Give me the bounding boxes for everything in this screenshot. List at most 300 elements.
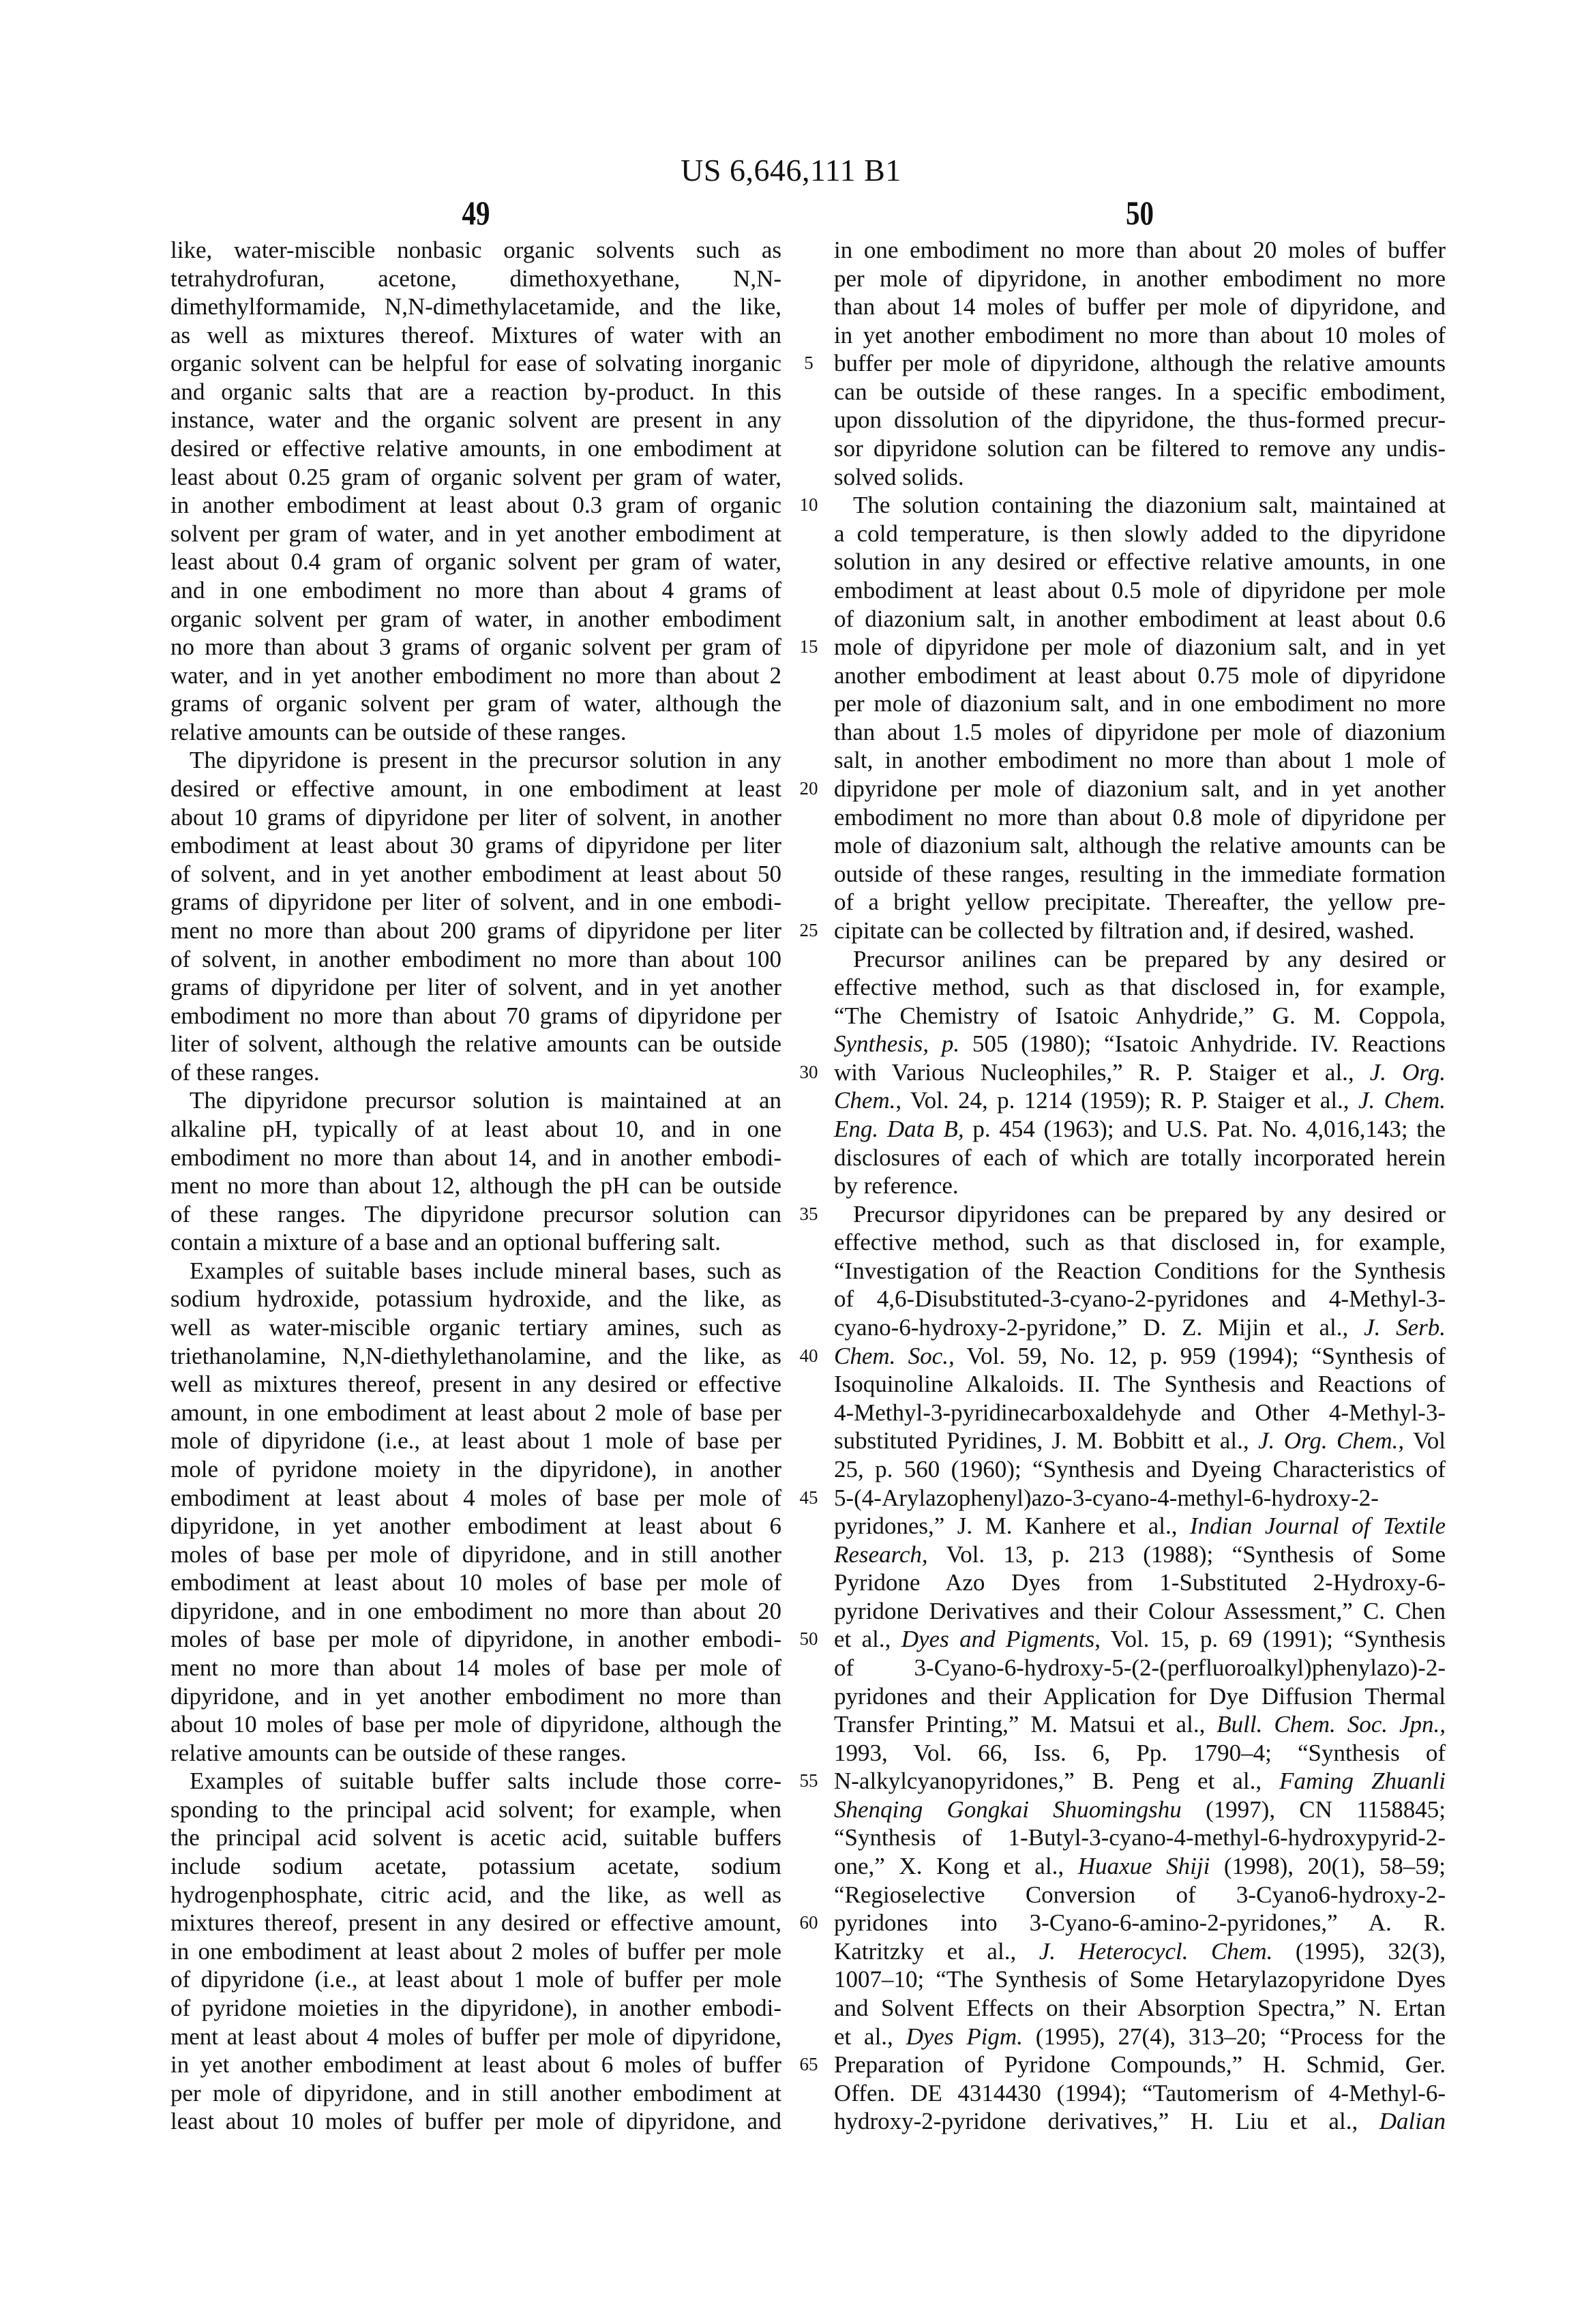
text-segment: cyano-6-hydroxy-2-pyridone,” D. Z. Mijin et al., [834,1314,1364,1341]
text-segment: instance, water and the organic solvent are present in any [170,406,781,434]
text-line [834,1852,1446,1881]
text-line [170,1342,781,1371]
italic-citation-segment: Research, [834,1540,928,1568]
text-segment: of solvent, and in yet another embodiment at least about 50 [170,860,781,887]
italic-citation-segment: Dalian [1379,2108,1446,2135]
text-segment: desired or effective amount, in one embodiment at least [170,775,781,803]
text-line [834,1823,1446,1852]
text-line [834,576,1446,605]
italic-citation-segment: Faming Zhuanli [1279,1768,1446,1795]
text-segment: and Solvent Effects on their Absorption Spectra,” N. Ertan [834,1994,1446,2021]
text-segment: ment at least about 4 moles of buffer per mole of dipyridone, [170,2023,781,2050]
text-segment: least about 10 moles of buffer per mole of dipyridone, and [170,2108,781,2135]
text-line [170,1228,781,1257]
text-line [834,1710,1446,1739]
text-segment: hydrogenphosphate, citric acid, and the like, as well as [170,1881,781,1908]
text-segment: embodiment at least about 10 moles of base per mole of [170,1569,781,1596]
text-line [170,945,781,974]
text-segment: buffer per mole of dipyridone, although the relative amounts [834,350,1446,377]
text-line [170,1484,781,1513]
text-segment: desired or effective relative amounts, in one embodiment at [170,435,781,462]
line-number: 40 [799,1345,818,1366]
text-line [170,1852,781,1881]
text-line [834,1172,1446,1200]
text-segment: least about 0.4 gram of organic solvent per gram of water, [170,548,781,576]
text-segment: 1007–10; “The Synthesis of Some Hetarylazopyridone Dyes [834,1966,1446,1993]
text-segment: mole of diazonium salt, although the relative amounts can be [834,832,1446,859]
text-line [170,406,781,434]
text-segment: of these ranges. [170,1058,320,1086]
text-line [834,1881,1446,1909]
text-line [170,633,781,661]
text-line [834,746,1446,775]
text-line [834,1200,1446,1229]
text-segment: mole of dipyridone per mole of diazonium salt, and in yet [834,634,1446,661]
text-segment: grams of dipyridone per liter of solvent, and in yet another [170,974,781,1001]
text-line [834,1767,1446,1796]
text-segment: of these ranges. The dipyridone precursor solution can [170,1200,781,1227]
text-segment: (1997), CN 1158845; [1181,1796,1446,1823]
text-segment: Vol [1404,1427,1446,1455]
text-segment: relative amounts can be outside of these ranges. [170,1739,627,1766]
text-segment: “Synthesis of 1-Butyl-3-cyano-4-methyl-6-hydroxypyrid-2- [834,1824,1446,1851]
text-segment: one,” X. Kong et al., [834,1853,1078,1880]
text-line [170,1257,781,1285]
text-line [834,945,1446,974]
text-line [170,434,781,463]
text-segment: mixtures thereof, present in any desired or effective amount, [170,1909,781,1937]
text-line [170,888,781,917]
text-line [834,605,1446,634]
text-segment: The solution containing the diazonium salt, maintained at [853,492,1446,519]
text-line [170,803,781,832]
text-line [834,917,1446,945]
text-line [834,1144,1446,1172]
text-line [170,718,781,747]
text-segment: per mole of diazonium salt, and in one embodiment no more [834,690,1446,717]
text-line [834,1512,1446,1540]
italic-citation-segment: J. Org. [1369,1058,1446,1086]
text-line [170,1710,781,1739]
text-line [170,1568,781,1597]
text-line [834,1058,1446,1087]
column-number-left: 49 [462,194,490,232]
text-segment: Vol. 59, No. 12, p. 959 (1994); “Synthesis of [954,1342,1446,1369]
text-line [170,2051,781,2079]
text-line [170,605,781,634]
text-segment: embodiment no more than about 14, and in another embodi- [170,1144,781,1171]
text-segment: et al., [834,2023,906,2050]
italic-citation-segment: Chem. Soc., [834,1342,955,1369]
text-segment: cipitate can be collected by filtration and, if desired, washed. [834,917,1415,944]
text-segment: the principal acid solvent is acetic acid, suitable buffers [170,1824,781,1851]
text-line [834,1484,1446,1513]
text-segment: Preparation of Pyridone Compounds,” H. Schmid, Ger. [834,2051,1446,2079]
text-segment: liter of solvent, although the relative amounts can be outside [170,1030,781,1058]
text-segment: embodiment no more than about 0.8 mole of dipyridone per [834,803,1446,831]
text-segment: dipyridone, and in one embodiment no more than about 20 [170,1597,781,1624]
text-line [834,2079,1446,2108]
text-segment: Offen. DE 4314430 (1994); “Tautomerism of 4-Methyl-6- [834,2079,1446,2106]
text-segment: substituted Pyridines, J. M. Bobbitt et al., [834,1427,1259,1455]
text-line [170,2023,781,2051]
text-line [834,718,1446,747]
text-line [834,1796,1446,1824]
line-number: 45 [799,1487,818,1508]
text-segment: 1993, Vol. 66, Iss. 6, Pp. 1790–4; “Synthesis of [834,1739,1446,1766]
text-segment: mole of dipyridone (i.e., at least about 1 mole of base per [170,1427,781,1455]
text-segment: Examples of suitable bases include mineral bases, such as [190,1257,781,1284]
text-line [834,831,1446,860]
text-segment: least about 0.25 gram of organic solvent per gram of water, [170,463,781,490]
text-segment: than about 14 moles of buffer per mole of dipyridone, and [834,293,1446,321]
text-segment: another embodiment at least about 0.75 mole of dipyridone [834,661,1446,689]
text-segment: in one embodiment no more than about 20 moles of buffer [834,237,1446,263]
text-segment: dipyridone, in yet another embodiment at least about 6 [170,1513,781,1540]
text-segment: organic solvent per gram of water, in another embodiment [170,605,781,632]
text-segment: p. 454 (1963); and U.S. Pat. No. 4,016,143; the [964,1115,1446,1142]
text-segment: solvent per gram of water, and in yet another embodiment at [170,520,781,547]
line-number: 50 [799,1628,818,1650]
italic-citation-segment: Dyes and Pigments [901,1626,1095,1653]
text-segment: embodiment no more than about 70 grams of dipyridone per [170,1002,781,1029]
text-line [170,1370,781,1399]
text-segment: Katritzky et al., [834,1937,1039,1965]
text-line [834,349,1446,378]
text-line [170,1058,781,1087]
text-line [834,1002,1446,1030]
text-segment: salt, in another embodiment no more than about 1 mole of [834,747,1446,774]
text-line [834,1739,1446,1768]
text-line [170,1739,781,1768]
text-segment: outside of these ranges, resulting in the immediate formation [834,860,1446,887]
text-line [170,576,781,605]
text-segment: of solvent, in another embodiment no more than about 100 [170,945,781,972]
text-segment: 25, p. 560 (1960); “Synthesis and Dyeing Characteristics of [834,1455,1446,1483]
text-segment: organic solvent can be helpful for ease of solvating inorganic [170,350,781,377]
text-line [170,1086,781,1115]
text-segment: 505 (1980); “Isatoic Anhydride. IV. Reactions [959,1030,1446,1058]
text-line [834,1285,1446,1313]
text-segment: embodiment at least about 0.5 mole of dipyridone per mole [834,576,1446,604]
text-segment: sor dipyridone solution can be filtered to remove any undis- [834,435,1446,462]
text-segment: of a bright yellow precipitate. Thereafter, the yellow pre- [834,889,1446,916]
text-line [834,1540,1446,1569]
text-line [834,1937,1446,1966]
text-line [834,378,1446,406]
text-line [834,1625,1446,1654]
italic-citation-segment: J. Org. Chem., [1258,1427,1405,1455]
text-segment: and in one embodiment no more than about 4 grams of [170,576,781,604]
text-segment: in yet another embodiment at least about 6 moles of buffer [170,2051,781,2079]
text-segment: mole of pyridone moiety in the dipyridone), in another [170,1455,781,1483]
line-number: 65 [799,2054,818,2075]
text-segment: solved solids. [834,463,964,490]
text-line [834,1654,1446,1682]
text-line [834,265,1446,293]
text-line [170,463,781,492]
line-number: 55 [799,1770,818,1791]
text-segment: moles of base per mole of dipyridone, and in still another [170,1540,781,1568]
text-line [834,491,1446,520]
text-segment: as well as mixtures thereof. Mixtures of water with an [170,321,781,348]
text-segment: of 3-Cyano-6-hydroxy-5-(2-(perfluoroalkyl)phenylazo)-2- [834,1654,1446,1681]
text-segment: Examples of suitable buffer salts include those corre- [190,1768,781,1795]
text-line [834,1313,1446,1342]
text-segment: well as mixtures thereof, present in any desired or effective [170,1371,781,1398]
text-line [170,1285,781,1313]
text-segment: water, and in yet another embodiment no more than about 2 [170,661,781,689]
text-line [170,491,781,520]
text-segment: in yet another embodiment no more than about 10 moles of [834,321,1446,348]
text-segment: dipyridone, and in yet another embodiment no more than [170,1682,781,1710]
text-segment: moles of base per mole of dipyridone, in another embodi- [170,1626,781,1653]
text-segment: amount, in one embodiment at least about 2 mole of base per [170,1399,781,1426]
text-line [170,1455,781,1484]
italic-citation-segment: J. Serb. [1364,1314,1446,1341]
text-segment: dimethylformamide, N,N-dimethylacetamide, and the like, [170,293,781,321]
line-number: 20 [799,778,818,799]
line-number: 25 [799,919,818,940]
patent-number-header: US 6,646,111 B1 [681,153,901,188]
text-line [170,1144,781,1172]
text-line [170,1823,781,1852]
text-segment: like, water-miscible nonbasic organic solvents such as [170,237,781,263]
text-segment: , Vol. 24, p. 1214 (1959); R. P. Staiger et al., [895,1087,1358,1114]
text-line [834,1994,1446,2023]
text-line [170,1994,781,2023]
text-segment: effective method, such as that disclosed in, for example, [834,974,1446,1001]
text-segment: no more than about 3 grams of organic solvent per gram of [170,634,781,661]
text-line [834,661,1446,690]
text-line [170,661,781,690]
text-segment: pyridones,” J. M. Kanhere et al., [834,1513,1191,1540]
text-line [834,434,1446,463]
text-segment: Precursor dipyridones can be prepared by any desired or [853,1200,1446,1227]
italic-citation-segment: Indian Journal of Textile [1190,1513,1446,1540]
line-number: 5 [804,353,814,374]
text-segment: sodium hydroxide, potassium hydroxide, and the like, as [170,1285,781,1313]
line-number: 60 [799,1912,818,1933]
text-line [170,2107,781,2136]
italic-citation-segment: Dyes Pigm. [906,2023,1023,2050]
text-segment: well as water-miscible organic tertiary amines, such as [170,1314,781,1341]
text-segment: grams of dipyridone per liter of solvent, and in one embodi- [170,889,781,916]
text-line [170,1399,781,1427]
text-line [834,973,1446,1002]
text-segment: ment no more than about 12, although the pH can be outside [170,1172,781,1200]
text-line [170,1937,781,1966]
text-segment: a cold temperature, is then slowly added to the dipyridone [834,520,1446,547]
text-segment: than about 1.5 moles of dipyridone per mole of diazonium [834,718,1446,745]
text-segment: with Various Nucleophiles,” R. P. Staiger et al., [834,1058,1370,1086]
text-line [170,1427,781,1455]
text-segment: (1995), 27(4), 313–20; “Process for the [1022,2023,1446,2050]
text-line [170,973,781,1002]
text-segment: in one embodiment at least about 2 moles of buffer per mole [170,1937,781,1965]
text-segment: embodiment at least about 4 moles of base per mole of [170,1484,781,1511]
italic-citation-segment: Huaxue Shiji [1077,1853,1210,1880]
text-line [834,1682,1446,1711]
text-segment: of pyridone moieties in the dipyridone), in another embodi- [170,1994,781,2021]
text-line [834,1965,1446,1994]
text-segment: of dipyridone (i.e., at least about 1 mole of buffer per mole [170,1966,781,1993]
text-segment: of 4,6-Disubstituted-3-cyano-2-pyridones and 4-Methyl-3- [834,1285,1446,1313]
text-segment: in another embodiment at least about 0.3 gram of organic [170,492,781,519]
text-line [834,775,1446,803]
text-segment: The dipyridone is present in the precursor solution in any [190,747,781,774]
text-segment: alkaline pH, typically of at least about 10, and in one [170,1115,781,1142]
italic-citation-segment: Bull. Chem. Soc. Jpn., [1217,1711,1446,1738]
text-line [834,1030,1446,1058]
text-line [170,746,781,775]
italic-citation-segment: Shenqing Gongkai Shuomingshu [834,1796,1182,1823]
text-segment: tetrahydrofuran, acetone, dimethoxyethane, N,N- [170,265,781,292]
line-number: 10 [799,494,818,516]
text-segment: pyridone Derivatives and their Colour Assessment,” C. Chen [834,1597,1446,1624]
text-segment: upon dissolution of the dipyridone, the thus-formed precur- [834,406,1446,434]
italic-citation-segment: Chem. [834,1087,896,1114]
text-segment: et al., [834,1626,901,1653]
italic-citation-segment: J. Heterocycl. Chem. [1039,1937,1273,1965]
text-line [834,321,1446,350]
text-line [170,775,781,803]
text-line [170,1115,781,1144]
text-segment: per mole of dipyridone, and in still another embodiment at [170,2079,781,2106]
text-segment: about 10 grams of dipyridone per liter of solvent, in another [170,803,781,831]
text-line [170,548,781,576]
text-line [170,378,781,406]
text-line [834,1909,1446,1937]
text-line [170,1682,781,1711]
text-segment: of diazonium salt, in another embodiment at least about 0.6 [834,605,1446,632]
text-line [170,1625,781,1654]
text-line [170,1512,781,1540]
text-segment: ment no more than about 200 grams of dipyridone per liter [170,917,781,944]
text-segment: Pyridone Azo Dyes from 1-Substituted 2-Hydroxy-6- [834,1569,1446,1596]
text-line [170,236,781,265]
text-line [834,1568,1446,1597]
text-line [170,293,781,321]
text-segment: , Vol. 15, p. 69 (1991); “Synthesis [1094,1626,1446,1653]
text-line [834,689,1446,718]
text-line [170,917,781,945]
text-segment: include sodium acetate, potassium acetate, sodium [170,1853,781,1880]
text-segment: “Regioselective Conversion of 3-Cyano6-hydroxy-2- [834,1881,1446,1908]
text-line [834,2107,1446,2136]
text-line [170,1313,781,1342]
text-line [170,1172,781,1200]
text-line [834,1370,1446,1399]
text-segment: (1995), 32(3), [1272,1937,1446,1965]
text-line [170,1030,781,1058]
text-segment: disclosures of each of which are totally incorporated herein [834,1144,1446,1171]
text-line [170,321,781,350]
text-segment: “The Chemistry of Isatoic Anhydride,” G. M. Coppola, [834,1002,1446,1029]
line-number: 35 [799,1203,818,1224]
text-line [170,831,781,860]
text-line [170,349,781,378]
text-segment: “Investigation of the Reaction Conditions for the Synthesis [834,1257,1446,1284]
text-segment: sponding to the principal acid solvent; for example, when [170,1796,781,1823]
text-line [834,293,1446,321]
text-line [170,1881,781,1909]
text-line [170,689,781,718]
text-segment: Precursor anilines can be prepared by any desired or [853,945,1446,972]
text-line [834,236,1446,265]
italic-citation-segment: Eng. Data B, [834,1115,964,1142]
line-number: 30 [799,1061,818,1082]
text-line [170,1654,781,1682]
text-line [834,548,1446,576]
text-segment: pyridones and their Application for Dye Diffusion Thermal [834,1682,1446,1710]
text-segment: triethanolamine, N,N-diethylethanolamine, and the like, as [170,1342,781,1369]
text-line [834,1597,1446,1626]
text-line [834,1455,1446,1484]
text-segment: Vol. 13, p. 213 (1988); “Synthesis of Some [927,1540,1446,1568]
text-segment: pyridones into 3-Cyano-6-amino-2-pyridones,” A. R. [834,1909,1446,1937]
text-segment: 4-Methyl-3-pyridinecarboxaldehyde and Other 4-Methyl-3- [834,1399,1446,1426]
text-segment: 5-(4-Arylazophenyl)azo-3-cyano-4-methyl-6-hydroxy-2- [834,1484,1379,1511]
text-line [834,1342,1446,1371]
text-line [834,1399,1446,1427]
text-segment: grams of organic solvent per gram of water, although the [170,690,781,717]
text-segment: effective method, such as that disclosed in, for example, [834,1229,1446,1256]
text-segment: by reference. [834,1172,959,1200]
text-line [170,1767,781,1796]
text-segment: The dipyridone precursor solution is maintained at an [190,1087,781,1114]
text-line [834,2051,1446,2079]
text-segment: about 10 moles of base per mole of dipyridone, although the [170,1711,781,1738]
text-line [834,520,1446,548]
text-line [834,1115,1446,1144]
text-segment: solution in any desired or effective relative amounts, in one [834,548,1446,576]
text-segment: (1998), 20(1), 58–59; [1210,1853,1446,1880]
text-segment: Transfer Printing,” M. Matsui et al., [834,1711,1217,1738]
text-line [834,1427,1446,1455]
text-segment: per mole of dipyridone, in another embodiment no more [834,265,1446,292]
text-segment: ment no more than about 14 moles of base per mole of [170,1654,781,1681]
text-segment: N-alkylcyanopyridones,” B. Peng et al., [834,1768,1280,1795]
italic-citation-segment: Synthesis, p. [834,1030,960,1058]
column-number-right: 50 [1126,194,1154,232]
text-line [834,1228,1446,1257]
text-segment: contain a mixture of a base and an optional buffering salt. [170,1229,721,1256]
text-segment: Isoquinoline Alkaloids. II. The Synthesis and Reactions of [834,1371,1446,1398]
text-line [834,888,1446,917]
text-line [170,1540,781,1569]
text-segment: embodiment at least about 30 grams of dipyridone per liter [170,832,781,859]
text-segment: and organic salts that are a reaction by-product. In this [170,378,781,405]
text-line [170,1002,781,1030]
text-line [170,2079,781,2108]
text-line [170,1965,781,1994]
text-line [170,1597,781,1626]
text-line [834,633,1446,661]
text-line [834,2023,1446,2051]
text-line [834,463,1446,492]
text-line [170,1200,781,1229]
line-number: 15 [799,636,818,657]
text-line [834,1086,1446,1115]
text-line [834,406,1446,434]
text-line [170,265,781,293]
text-segment: hydroxy-2-pyridone derivatives,” H. Liu et al., [834,2108,1379,2135]
text-line [834,803,1446,832]
italic-citation-segment: J. Chem. [1358,1087,1446,1114]
text-segment: dipyridone per mole of diazonium salt, and in yet another [834,775,1446,803]
text-line [170,1796,781,1824]
